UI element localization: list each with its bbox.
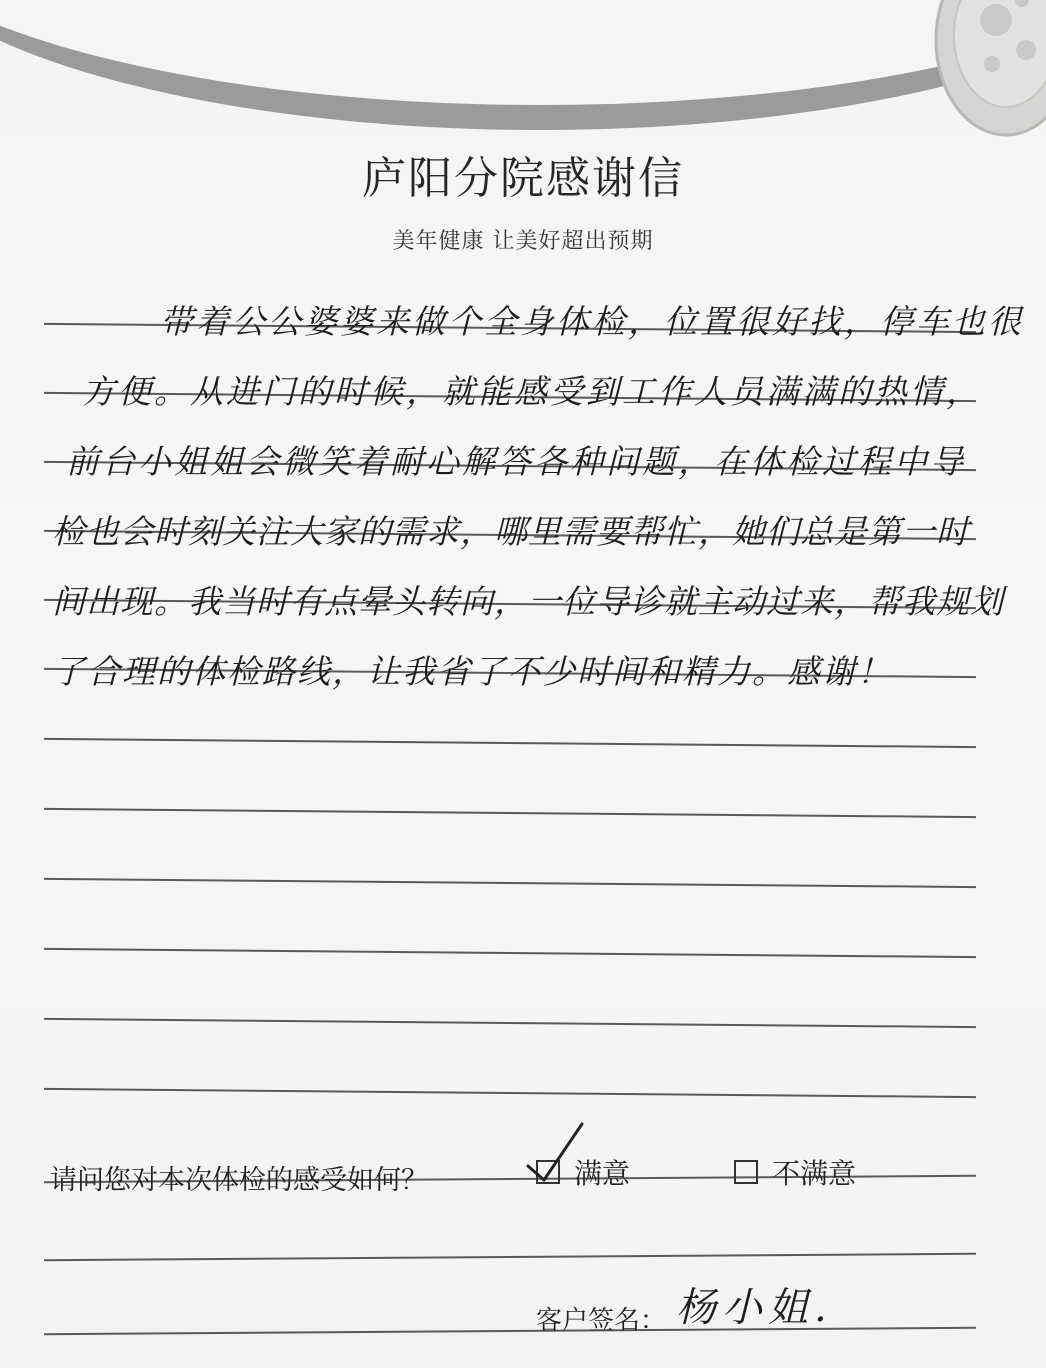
letter-line: 方便。从进门的时候，就能感受到工作人员满满的热情， — [82, 372, 982, 411]
ruled-line — [44, 738, 976, 748]
letter-line: 前台小姐姐会微笑着耐心解答各种问题，在体检过程中导 — [66, 442, 966, 481]
ruled-line — [44, 948, 976, 958]
logo-emblem-icon — [926, 0, 1046, 140]
survey-question: 请问您对本次体检的感受如何？ — [50, 1165, 428, 1196]
letter-line: 检也会时刻关注大家的需求，哪里需要帮忙，她们总是第一时 — [52, 512, 970, 551]
option-unsatisfied-label: 不满意 — [772, 1157, 857, 1190]
ruled-line — [44, 1253, 976, 1262]
option-satisfied-label: 满意 — [574, 1157, 631, 1190]
page-title: 庐阳分院感谢信 — [362, 153, 684, 204]
ruled-line — [44, 878, 976, 888]
letter-line: 了合理的体检路线，让我省了不少时间和精力。感谢！ — [52, 652, 892, 691]
unsatisfied-checkbox[interactable] — [734, 1160, 758, 1184]
letter-line: 间出现。我当时有点晕头转向，一位导诊就主动过来，帮我规划 — [52, 582, 1004, 621]
ruled-line — [44, 1018, 976, 1028]
signature-name: 杨小姐. — [676, 1285, 833, 1331]
page-subtitle: 美年健康 让美好超出预期 — [392, 229, 654, 254]
ruled-line — [44, 808, 976, 818]
ruled-line — [44, 1327, 976, 1336]
signature-label: 客户签名： — [536, 1306, 667, 1336]
ruled-line — [44, 1088, 976, 1098]
option-unsatisfied[interactable] — [734, 1152, 856, 1192]
checkmark-icon — [520, 1118, 590, 1188]
letter-line: 带着公公婆婆来做个全身体检，位置很好找，停车也很 — [160, 302, 1024, 341]
